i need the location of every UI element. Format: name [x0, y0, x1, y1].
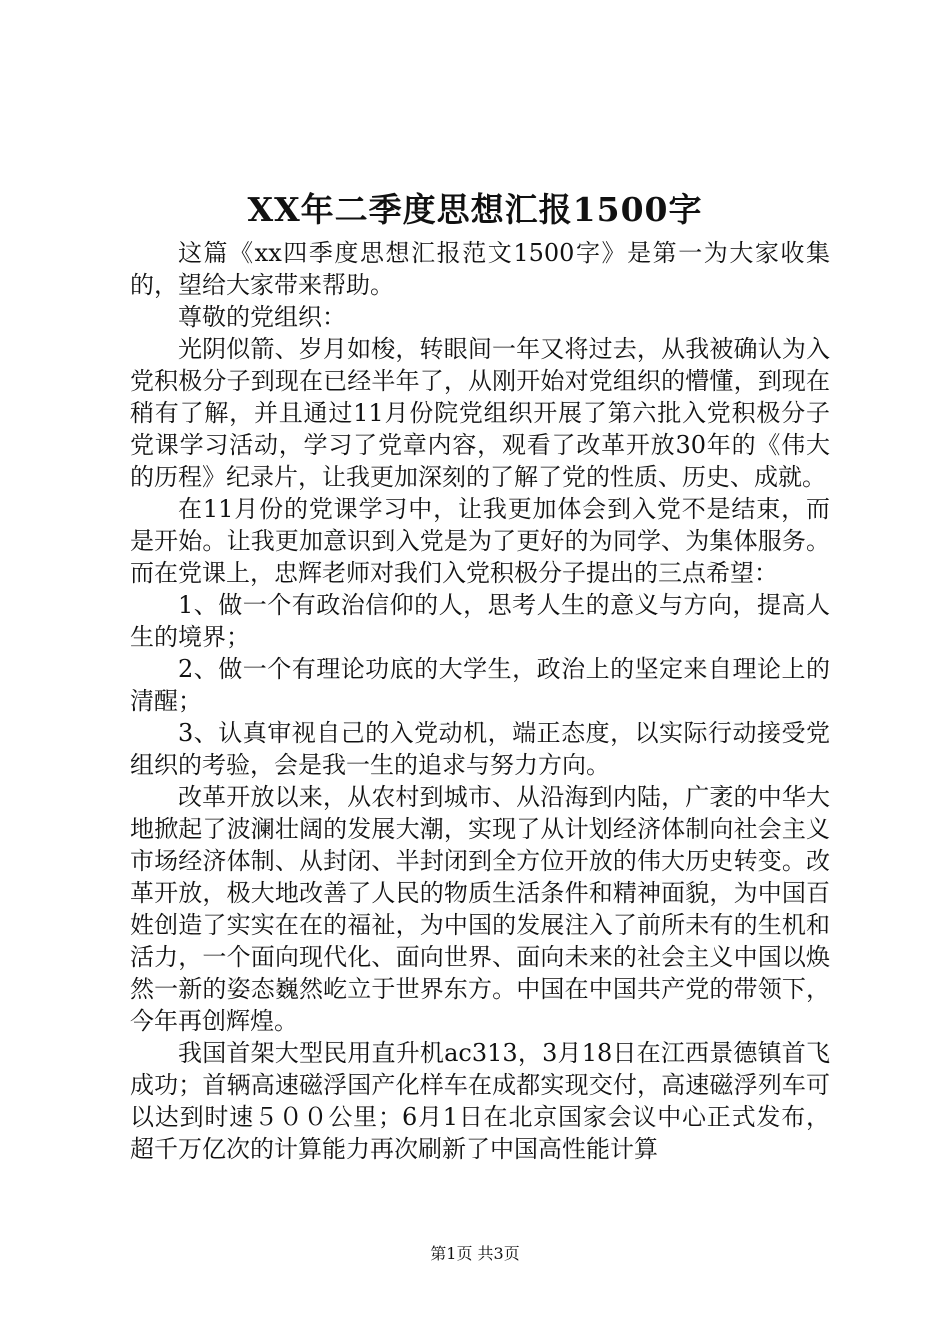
paragraph-salutation: 尊敬的党组织：: [178, 303, 346, 331]
paragraph-hope-3: 3、认真审视自己的入党动机，端正态度，以实际行动接受党组织的考验，会是我一生的追求与努力方向。: [130, 719, 830, 779]
paragraph-3: 改革开放以来，从农村到城市、从沿海到内陆，广袤的中华大地掀起了波澜壮阔的发展大潮，实现了从计划经济体制向社会主义市场经济体制、从封闭、半封闭到全方位开放的伟大历史转变。改革开放，极大地改善了人民的物质生活条件和精神面貌，为中国百姓创造了实实在在的福祉，为中国的发展注入了前所未有的生机和活力，一个面向现代化、面向世界、面向未来的社会主义中国以焕然一新的姿态巍然屹立于世界东方。中国在中国共产党的带领下，今年再创辉煌。: [130, 783, 830, 1035]
paragraph-hope-1: 1、做一个有政治信仰的人，思考人生的意义与方向，提高人生的境界；: [130, 591, 830, 651]
paragraph-hope-2: 2、做一个有理论功底的大学生，政治上的坚定来自理论上的清醒；: [130, 655, 830, 715]
paragraph-4: 我国首架大型民用直升机ac313，3月18日在江西景德镇首飞成功；首辆高速磁浮国产化样车在成都实现交付，高速磁浮列车可以达到时速５００公里；6月1日在北京国家会议中心正式发布，超千万亿次的计算能力再次刷新了中国高性能计算: [130, 1039, 830, 1163]
page-footer: 第1页 共3页: [430, 1244, 520, 1263]
paragraph-2: 在11月份的党课学习中，让我更加体会到入党不是结束，而是开始。让我更加意识到入党是为了更好的为同学、为集体服务。而在党课上，忠辉老师对我们入党积极分子提出的三点希望：: [130, 495, 830, 587]
document-body: [130, 237, 830, 1165]
paragraph-intro: 这篇《xx四季度思想汇报范文1500字》是第一为大家收集的，望给大家带来帮助。: [130, 239, 830, 299]
paragraph-1: 光阴似箭、岁月如梭，转眼间一年又将过去，从我被确认为入党积极分子到现在已经半年了，从刚开始对党组织的懵懂，到现在稍有了解，并且通过11月份院党组织开展了第六批入党积极分子党课学习活动，学习了党章内容，观看了改革开放30年的《伟大的历程》纪录片，让我更加深刻的了解了党的性质、历史、成就。: [130, 335, 830, 491]
document-title: XX年二季度思想汇报1500字: [247, 190, 703, 229]
